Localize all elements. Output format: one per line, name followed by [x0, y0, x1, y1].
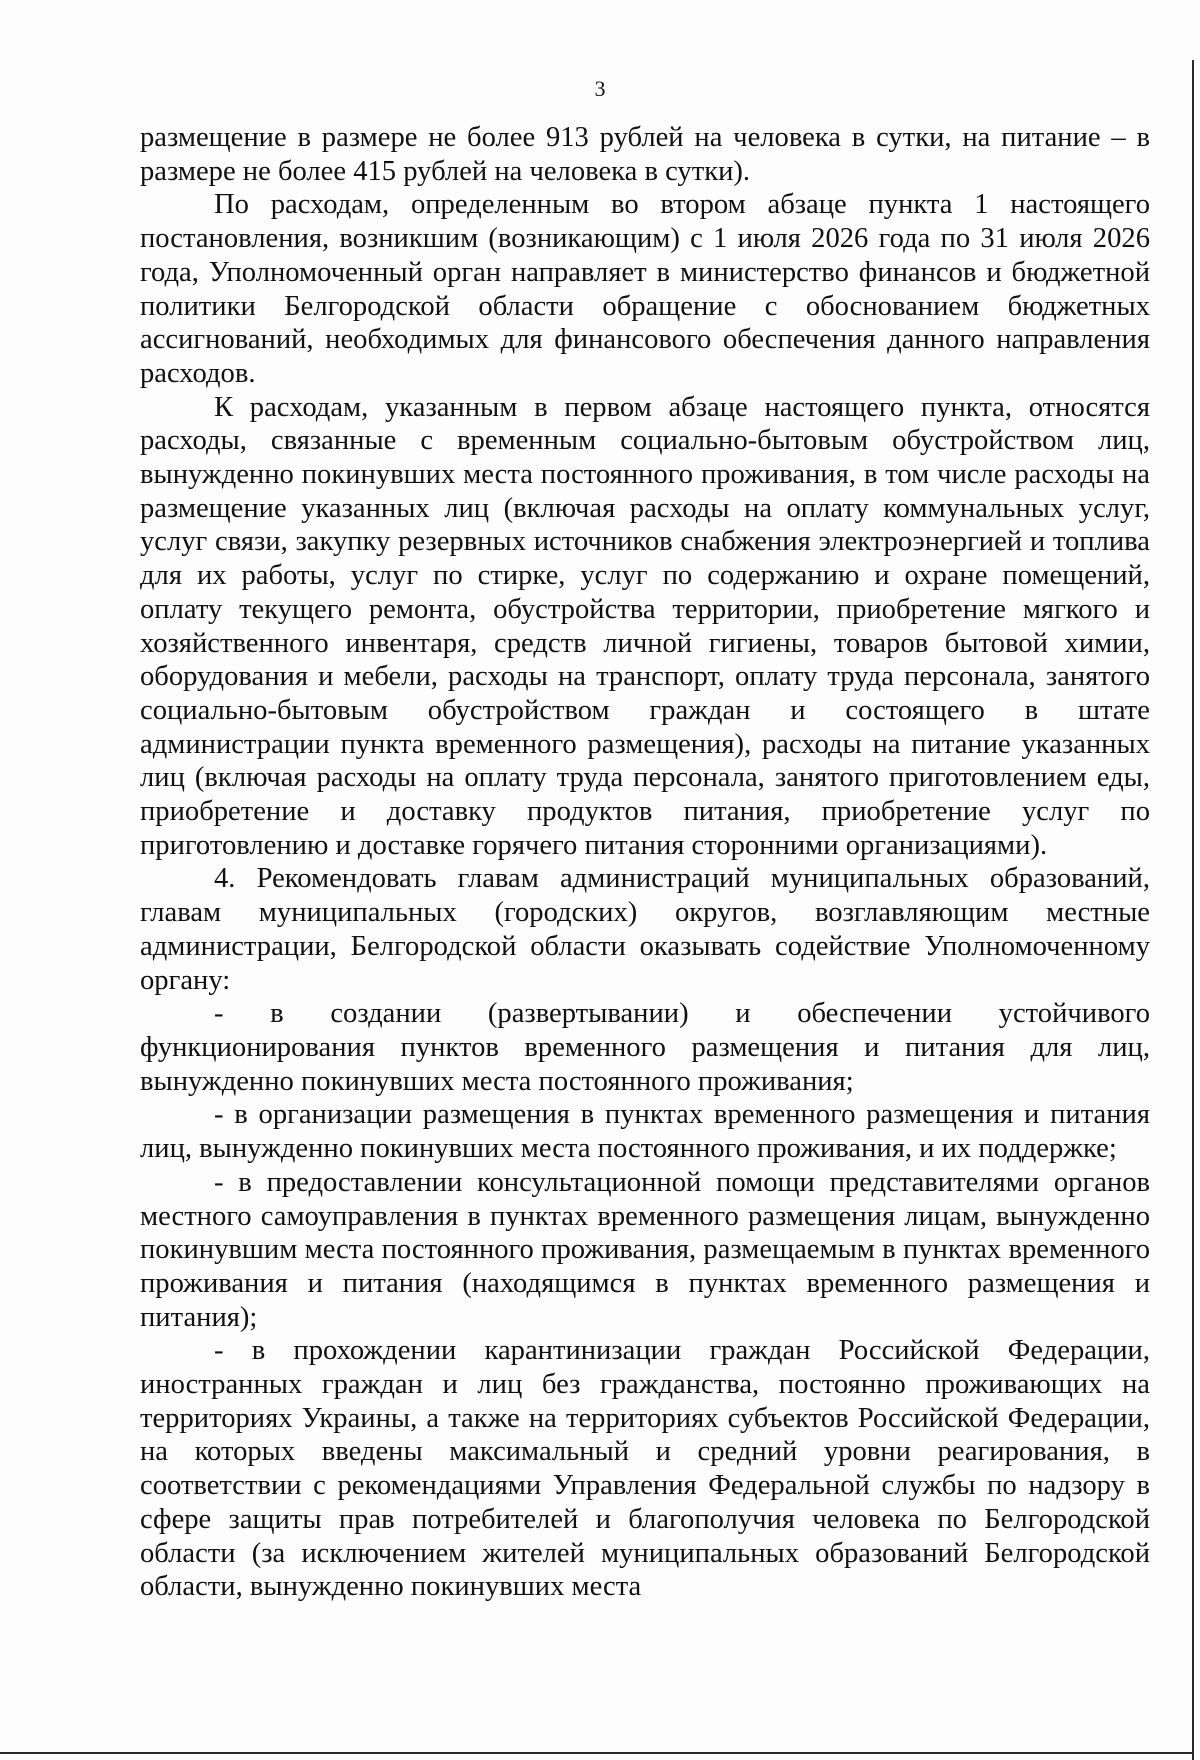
- list-item: - в создании (развертывании) и обеспечении устойчивого функционирования пунктов временного размещения и питания для лиц, вынужденно покинувших места постоянного проживания;: [140, 998, 1150, 1097]
- list-item: - в организации размещения в пунктах временного размещения и питания лиц, вынужденно покинувших места постоянного проживания, и их поддержке;: [140, 1099, 1150, 1165]
- list-item: - в предоставлении консультационной помощи представителями органов местного самоуправления в пунктах временного размещения лицам, вынужденно покинувшим места постоянного проживания, размещаемым в пунктах временного проживания и питания (находящимся в пунктах временного размещения и питания);: [140, 1166, 1150, 1333]
- page-number: 3: [594, 76, 606, 101]
- paragraph: 4. Рекомендовать главам администраций муниципальных образований, главам муниципальных (городских) округов, возглавляющим местные администрации, Белгородской области оказывать содействие Уполномоченному органу:: [140, 863, 1150, 996]
- document-body: [140, 121, 1150, 1604]
- page-edge: [1192, 60, 1194, 1760]
- paragraph: К расходам, указанным в первом абзаце настоящего пункта, относятся расходы, связанные с временным социально-бытовым обустройством лиц, вынужденно покинувших места постоянного проживания, в том числе расходы на размещение указанных лиц (включая расходы на оплату коммунальных услуг, услуг связи, закупку резервных источников снабжения электроэнергией и топлива для их работы, услуг по стирке, услуг по содержанию и охране помещений, оплату текущего ремонта, обустройства территории, приобретение мягкого и хозяйственного инвентаря, средств личной гигиены, товаров бытовой химии, оборудования и мебели, расходы на транспорт, оплату труда персонала, занятого социально-бытовым обустройством граждан и состоящего в штате администрации пункта временного размещения), расходы на питание указанных лиц (включая расходы на оплату труда персонала, занятого приготовлением еды, приобретение и доставку продуктов питания, приобретение услуг по приготовлению и доставке горячего питания сторонними организациями).: [140, 391, 1150, 861]
- page-edge: [0, 1752, 1194, 1754]
- list-item: - в прохождении карантинизации граждан Российской Федерации, иностранных граждан и лиц без гражданства, постоянно проживающих на территориях Украины, а также на территориях субъектов Российской Федерации, на которых введены максимальный и средний уровни реагирования, в соответствии с рекомендациями Управления Федеральной службы по надзору в сфере защиты прав потребителей и благополучия человека по Белгородской области (за исключением жителей муниципальных образований Белгородской области, вынужденно покинувших места: [140, 1335, 1150, 1603]
- paragraph: размещение в размере не более 913 рублей на человека в сутки, на питание – в размере не более 415 рублей на человека в сутки).: [140, 122, 1150, 187]
- paragraph: По расходам, определенным во втором абзаце пункта 1 настоящего постановления, возникшим (возникающим) с 1 июля 2026 года по 31 июля 2026 года, Уполномоченный орган направляет в министерство финансов и бюджетной политики Белгородской области обращение с обоснованием бюджетных ассигнований, необходимых для финансового обеспечения данного направления расходов.: [140, 189, 1150, 389]
